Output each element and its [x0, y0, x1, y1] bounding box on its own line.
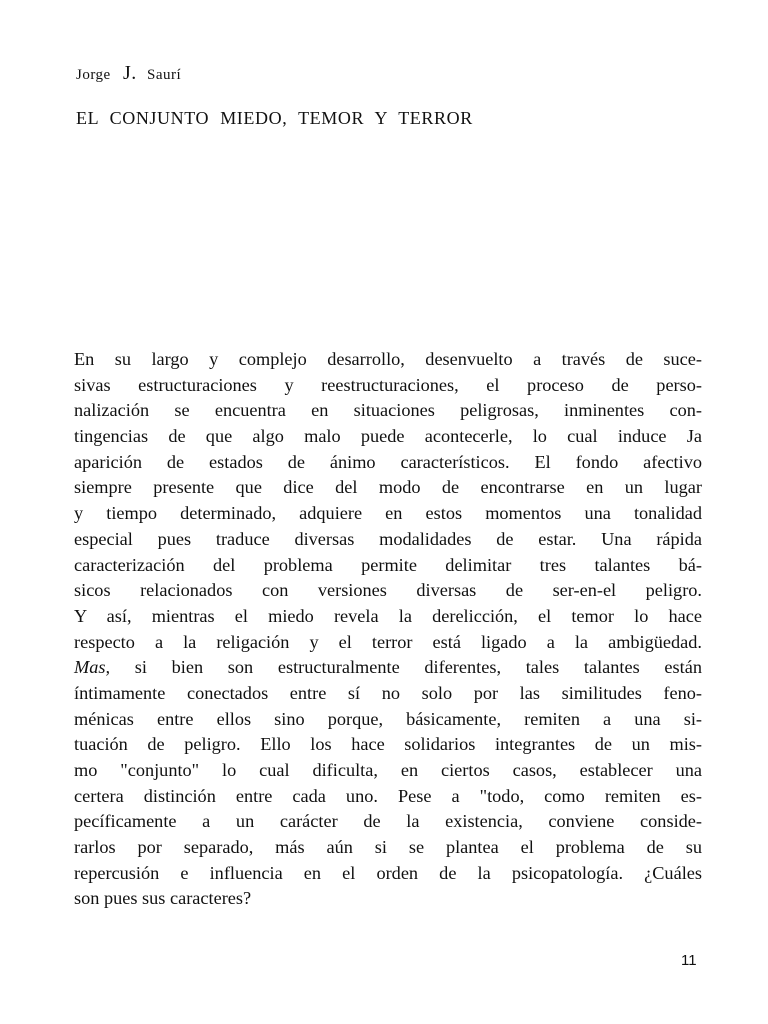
- body-line-13-text: si bien son estructuralmente diferentes, tales talantes están: [134, 657, 702, 678]
- body-line-1: En su largo y complejo desarrollo, desenvuelto a través de suce-: [74, 349, 702, 369]
- author-middle-initial: J.: [122, 62, 137, 84]
- body-line-17: mo "conjunto" lo cual dificulta, en ciertos casos, establecer una: [74, 760, 702, 780]
- body-line-19: pecíficamente a un carácter de la existencia, conviene conside-: [74, 811, 702, 832]
- body-line-18: certera distinción entre cada uno. Pese a "todo, como remiten es-: [74, 785, 702, 806]
- body-line-9: caracterización del problema permite delimitar tres talantes bá-: [74, 554, 702, 575]
- body-line-8: especial pues traduce diversas modalidades de estar. Una rápida: [74, 528, 702, 549]
- chapter-title: EL CONJUNTO MIEDO, TEMOR Y TERROR: [76, 108, 473, 128]
- author-last-name: Saurí: [147, 67, 182, 83]
- author-first-name: Jorge: [76, 67, 111, 83]
- page-number: 11: [681, 952, 697, 969]
- body-line-13: [74, 655, 702, 681]
- author-name: [76, 62, 181, 85]
- body-line-14: íntimamente conectados entre sí no solo por las similitudes feno-: [74, 682, 702, 703]
- body-line-7: y tiempo determinado, adquiere en estos momentos una tonalidad: [74, 503, 702, 524]
- body-line-21: repercusión e influencia en el orden de la psicopatología. ¿Cuáles: [74, 862, 702, 883]
- body-line-11: Y así, mientras el miedo revela la derelicción, el temor lo hace: [74, 605, 702, 626]
- body-line-2: sivas estructuraciones y reestructuraciones, el proceso de perso-: [74, 374, 702, 395]
- body-line-12: respecto a la religación y el terror está ligado a la ambigüedad.: [74, 631, 702, 652]
- body-line-5: aparición de estados de ánimo característicos. El fondo afectivo: [74, 451, 702, 472]
- body-line-22: son pues sus caracteres?: [74, 888, 252, 909]
- body-line-6: siempre presente que dice del modo de encontrarse en un lugar: [74, 477, 702, 498]
- body-line-3: nalización se encuentra en situaciones peligrosas, inminentes con-: [74, 400, 702, 421]
- body-line-16: tuación de peligro. Ello los hace solidarios integrantes de un mis-: [74, 734, 702, 755]
- body-line-15: ménicas entre ellos sino porque, básicamente, remiten a una si-: [74, 708, 702, 729]
- body-paragraph: [74, 347, 702, 912]
- body-line-20: rarlos por separado, más aún si se plantea el problema de su: [74, 837, 702, 858]
- body-line-4: tingencias de que algo malo puede acontecerle, lo cual induce Ja: [74, 426, 702, 447]
- body-line-10: sicos relacionados con versiones diversas de ser-en-el peligro.: [74, 580, 702, 601]
- italic-word: Mas,: [74, 657, 111, 678]
